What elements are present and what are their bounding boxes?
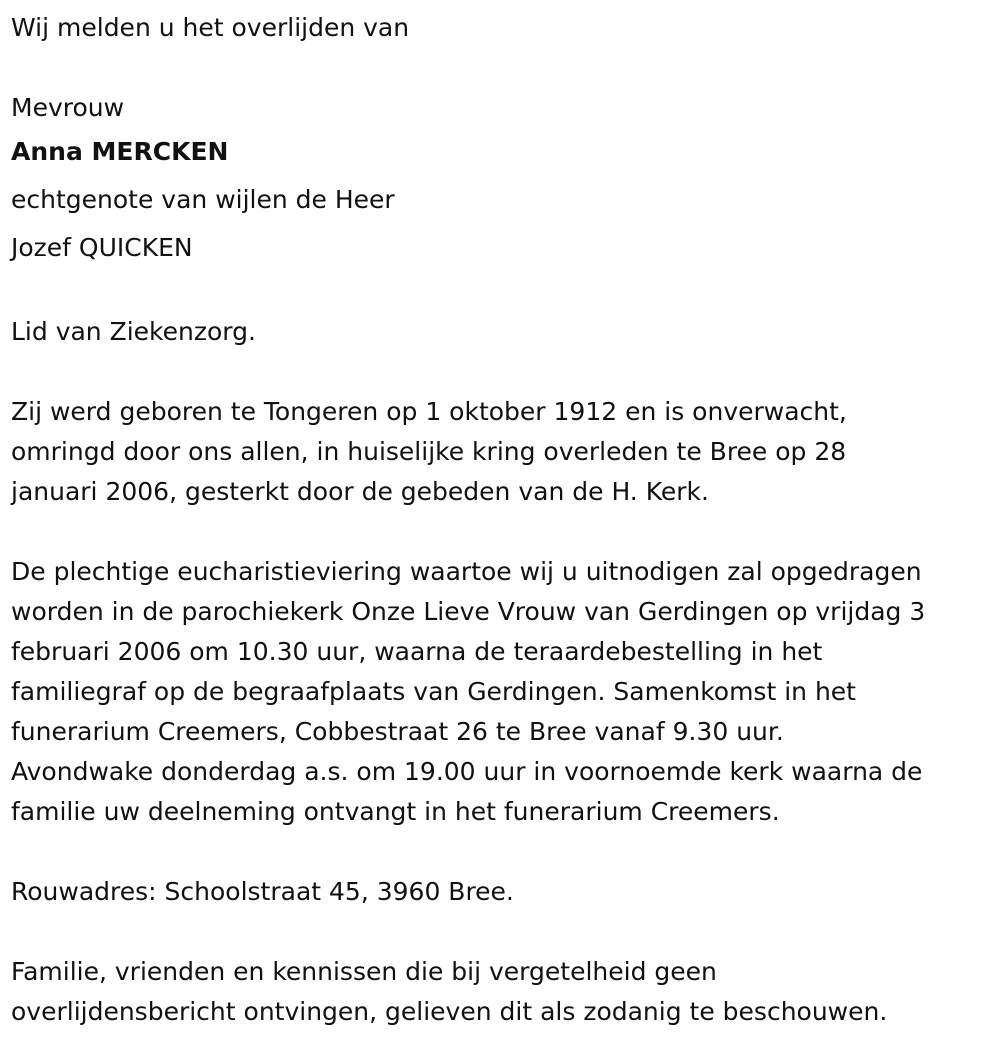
paragraph-line: overlijdensbericht ontvingen, gelieven dit als zodanig te beschouwen. [11,997,888,1026]
spacer [11,48,991,88]
deceased-title: Mevrouw [11,93,125,122]
closing-paragraph [11,952,991,1032]
paragraph-line: Zij werd geboren te Tongeren op 1 oktober 1912 en is onverwacht, [11,397,847,426]
paragraph-line: De plechtige eucharistieviering waartoe wij u uitnodigen zal opgedragen [11,557,922,586]
paragraph-line: januari 2006, gesterkt door de gebeden van de H. Kerk. [11,477,709,506]
paragraph-line: familie uw deelneming ontvangt in het funerarium Creemers. [11,797,780,826]
paragraph-line: Familie, vrienden en kennissen die bij vergetelheid geen [11,957,717,986]
spacer [11,512,991,552]
paragraph-line: worden in de parochiekerk Onze Lieve Vrouw van Gerdingen op vrijdag 3 [11,597,926,626]
paragraph-line: omringd door ons allen, in huiselijke kring overleden te Bree op 28 [11,437,847,466]
spacer [11,352,991,392]
death-notice [11,8,991,1032]
membership-text: Lid van Ziekenzorg. [11,317,256,346]
paragraph-line: Avondwake donderdag a.s. om 19.00 uur in voornoemde kerk waarna de [11,757,923,786]
spacer [11,272,991,312]
intro-text: Wij melden u het overlijden van [11,13,410,42]
spacer [11,832,991,872]
spouse-name: Jozef QUICKEN [11,233,193,262]
deceased-name: Anna MERCKEN [11,137,229,166]
ceremony-paragraph [11,552,991,832]
spouse-relation: echtgenote van wijlen de Heer [11,185,395,214]
address-text: Rouwadres: Schoolstraat 45, 3960 Bree. [11,877,514,906]
birth-death-paragraph [11,392,991,512]
spacer [11,912,991,952]
paragraph-line: familiegraf op de begraafplaats van Gerdingen. Samenkomst in het [11,677,856,706]
paragraph-line: februari 2006 om 10.30 uur, waarna de teraardebestelling in het [11,637,823,666]
paragraph-line: funerarium Creemers, Cobbestraat 26 te Bree vanaf 9.30 uur. [11,717,784,746]
